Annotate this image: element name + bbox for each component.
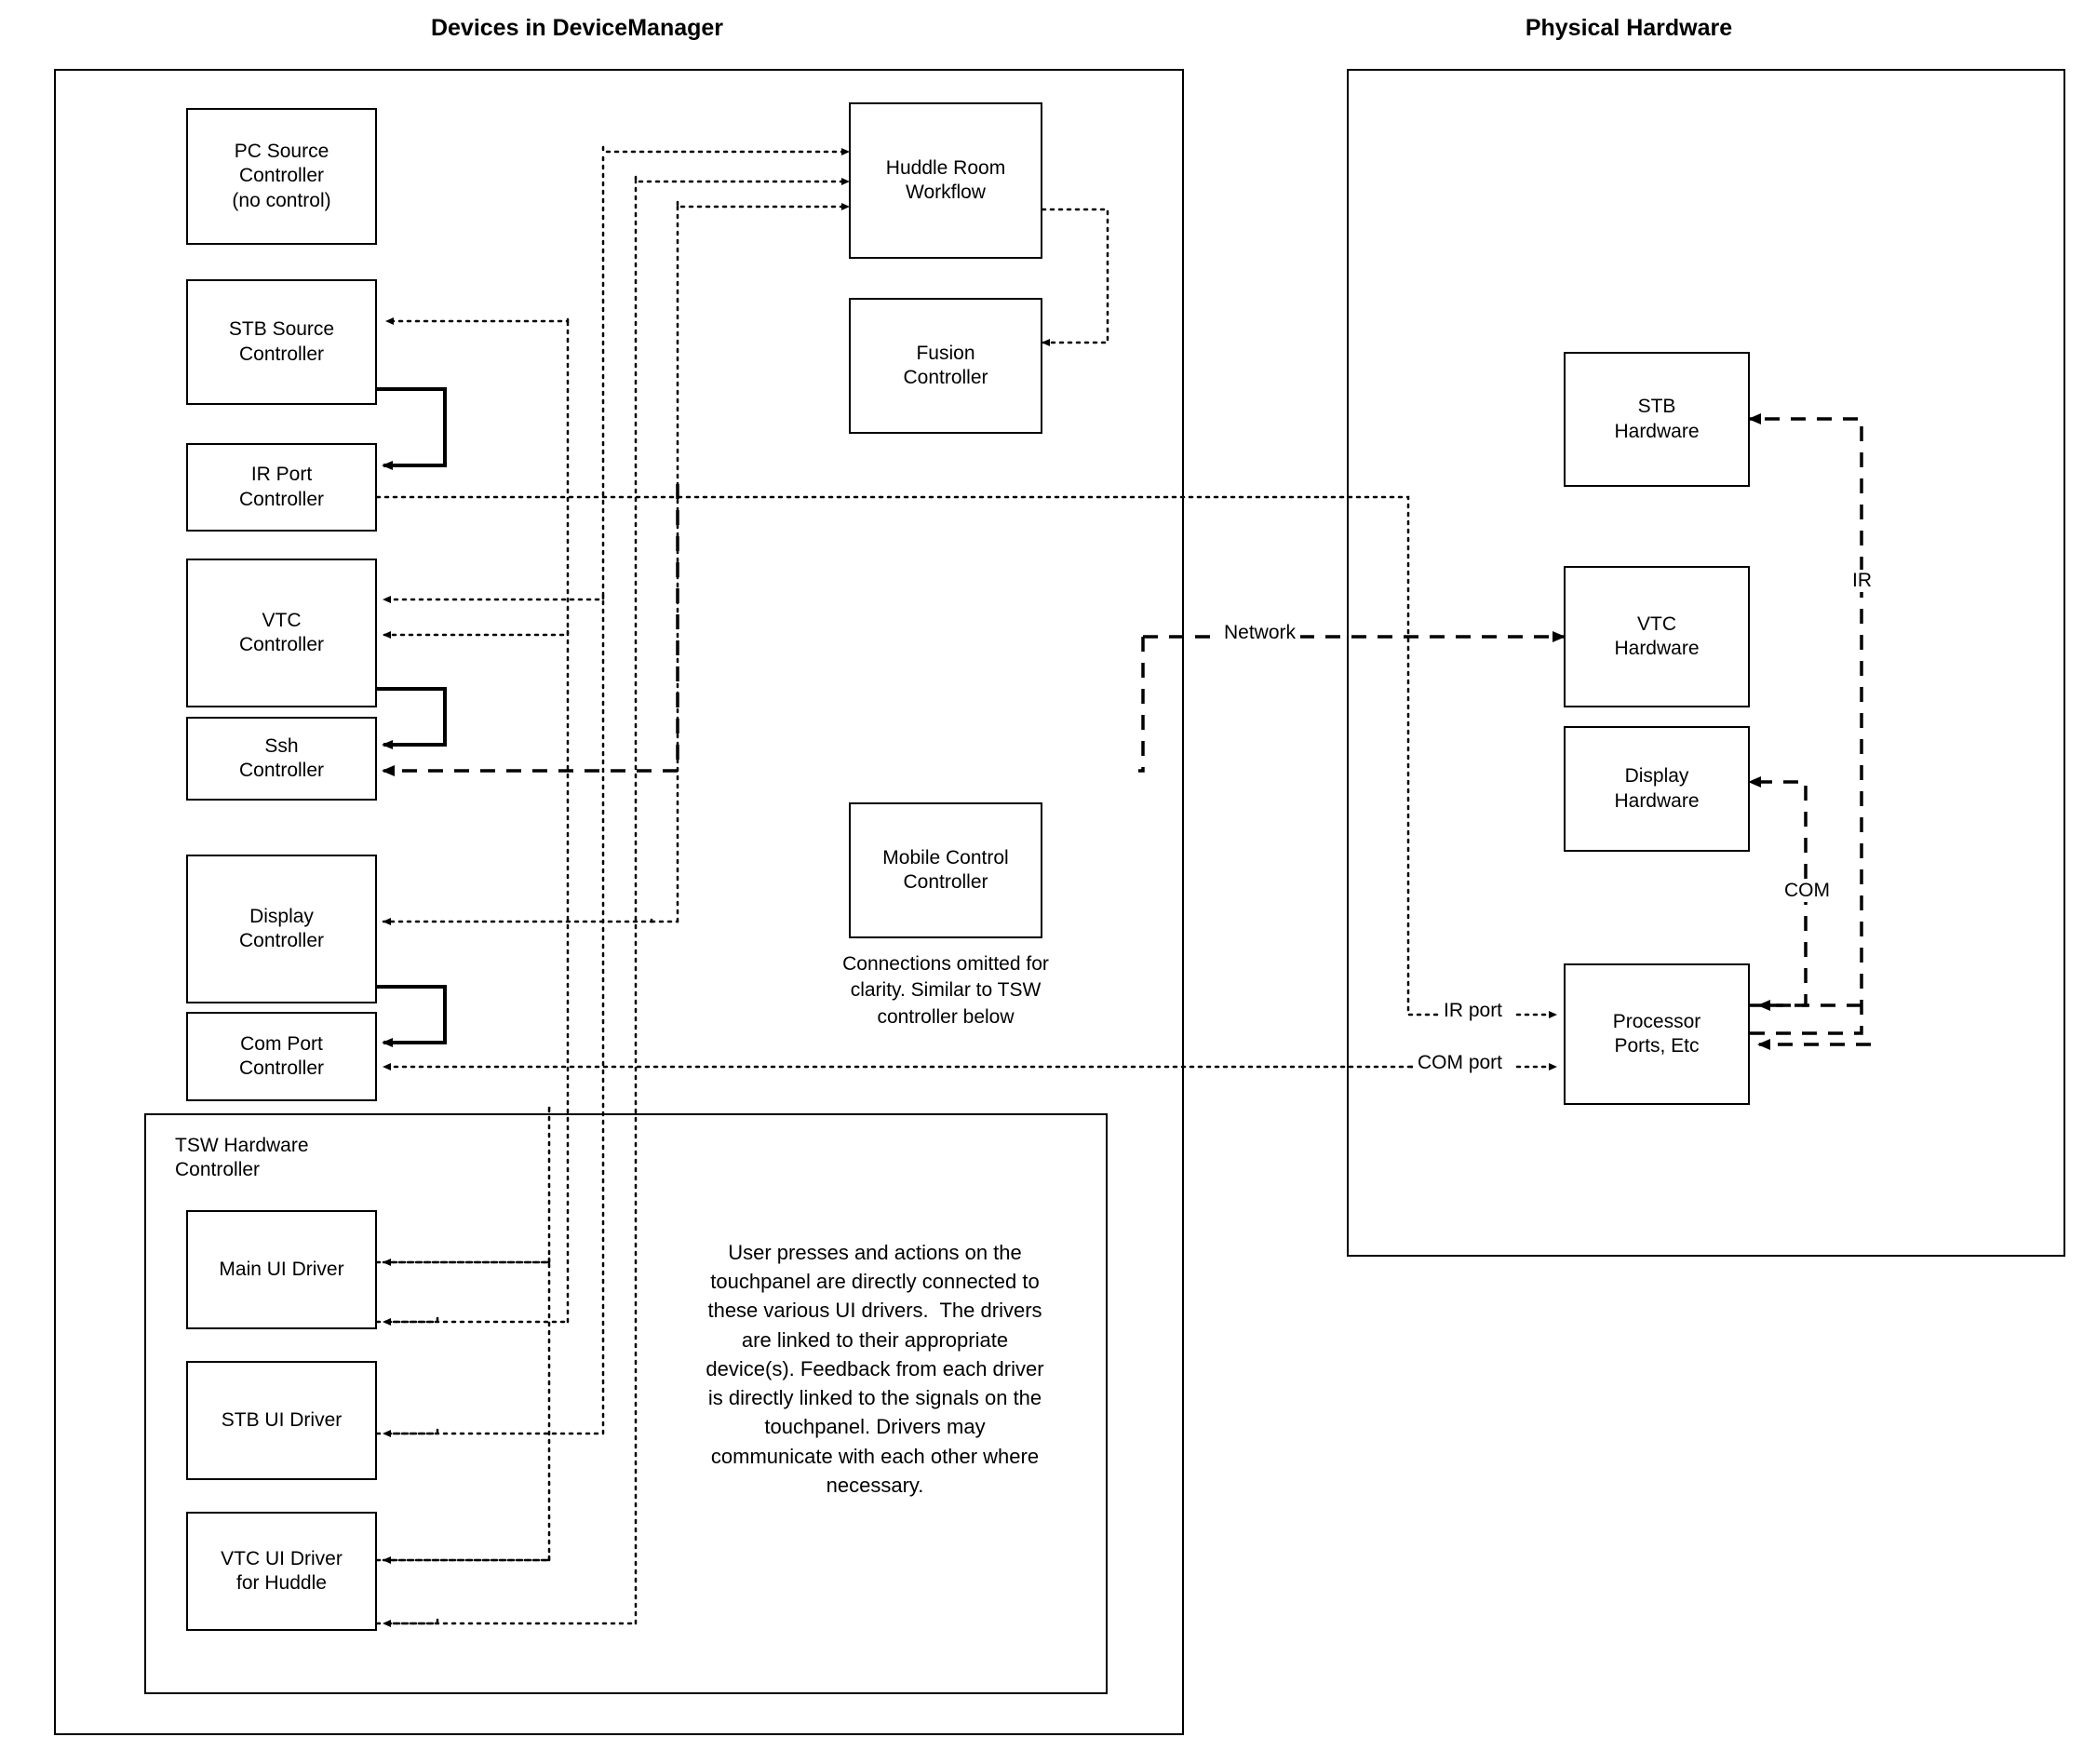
box-fusion-controller: Fusion Controller bbox=[849, 298, 1042, 434]
box-vtc-controller: VTC Controller bbox=[186, 559, 377, 707]
edge-label-ir: IR bbox=[1848, 570, 1876, 592]
tsw-description-note: User presses and actions on the touchpanel are directly connected to these various UI drivers. The drivers are linked to their appropriate device(s). Feedback from each driver is directly linked to the signals on the touchpanel. Drivers may communicate with each other where necessary. bbox=[706, 1241, 1044, 1497]
box-vtc-hardware: VTC Hardware bbox=[1564, 566, 1750, 707]
box-pc-source-controller: PC Source Controller (no control) bbox=[186, 108, 377, 245]
edge-label-com-port: COM port bbox=[1413, 1052, 1507, 1074]
box-com-port-controller: Com Port Controller bbox=[186, 1012, 377, 1101]
box-ssh-controller: Ssh Controller bbox=[186, 717, 377, 801]
edge-label-com: COM bbox=[1780, 880, 1835, 902]
box-huddle-room-workflow: Huddle Room Workflow bbox=[849, 102, 1042, 259]
box-mobile-control-controller: Mobile Control Controller bbox=[849, 802, 1042, 938]
box-stb-ui-driver: STB UI Driver bbox=[186, 1361, 377, 1480]
box-processor-ports: Processor Ports, Etc bbox=[1564, 963, 1750, 1105]
box-vtc-ui-driver: VTC UI Driver for Huddle bbox=[186, 1512, 377, 1631]
box-display-hardware: Display Hardware bbox=[1564, 726, 1750, 852]
box-stb-hardware: STB Hardware bbox=[1564, 352, 1750, 487]
edge-label-ir-port: IR port bbox=[1439, 1000, 1507, 1022]
box-stb-source-controller: STB Source Controller bbox=[186, 279, 377, 405]
box-ir-port-controller: IR Port Controller bbox=[186, 443, 377, 532]
box-main-ui-driver: Main UI Driver bbox=[186, 1210, 377, 1329]
edge-label-network: Network bbox=[1219, 622, 1300, 644]
left-panel-title: Devices in DeviceManager bbox=[430, 15, 724, 41]
mobile-control-note: Connections omitted for clarity. Similar to TSW controller below bbox=[842, 953, 1049, 1028]
box-display-controller: Display Controller bbox=[186, 855, 377, 1003]
right-panel-title: Physical Hardware bbox=[1525, 15, 1733, 41]
tsw-hardware-controller-label: TSW Hardware Controller bbox=[175, 1135, 309, 1181]
